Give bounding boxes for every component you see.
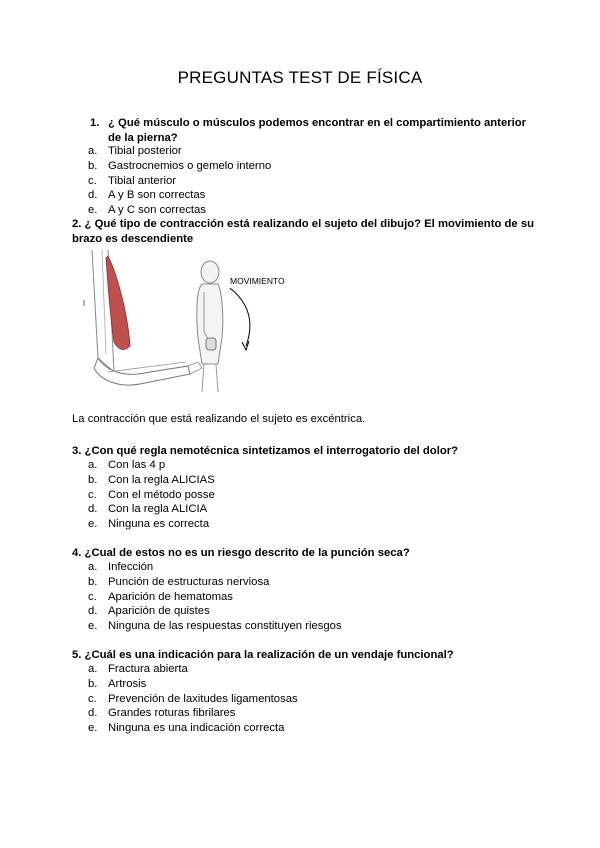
movement-label: MOVIMIENTO [230,276,285,286]
question-2-text [72,217,534,247]
question-2-answer: La contracción que está realizando el sujeto es excéntrica. [72,413,366,425]
option: c. Aparición de hematomas [88,590,233,603]
arm-anatomy-illustration [84,250,202,385]
option: c. Prevención de laxitudes ligamentosas [88,692,298,705]
option: d. A y B son correctas [88,189,206,202]
option: d. Grandes roturas fibrilares [88,707,236,720]
person-with-dumbbell-illustration [197,261,223,392]
question-4-text: 4. ¿Cual de estos no es un riesgo descrito de la punción seca? [72,547,410,559]
option: d. Aparición de quistes [88,605,210,618]
option: a. Tibial posterior [88,145,182,157]
option: a. Infección [88,561,154,573]
option: b. Con la regla ALICIAS [88,473,215,486]
option: d. Con la regla ALICIA [88,503,208,516]
question-1-line2: de la pierna? [108,132,178,144]
option: c. Tibial anterior [88,174,177,187]
question-2-line1: 2. ¿ Qué tipo de contracción está realizando el sujeto del dibujo? El movimiento de su [72,218,534,230]
option: b. Gastrocnemios o gemelo interno [88,159,272,172]
option: c. Con el método posse [88,488,215,501]
question-5-options [88,662,298,736]
option: b. Artrosis [88,677,147,690]
option: b. Punción de estructuras nerviosa [88,575,270,588]
question-1-text [108,116,526,146]
option: e. Ninguna de las respuestas constituyen riesgos [88,620,342,633]
question-1-number: 1. [90,117,100,129]
option: a. Fractura abierta [88,663,188,675]
question-3-options [88,458,215,532]
question-4-options [88,560,342,634]
downward-arrow-icon [230,288,250,346]
page-title: PREGUNTAS TEST DE FÍSICA [177,68,423,87]
question-5-text: 5. ¿Cuál es una indicación para la realización de un vendaje funcional? [72,649,454,661]
option: a. Con las 4 p [88,459,166,471]
option: e. Ninguna es una indicación correcta [88,722,285,735]
question-1-line1: ¿ Qué músculo o músculos podemos encontrar en el compartimiento anterior [108,117,527,129]
question-3-text: 3. ¿Con qué regla nemotécnica sintetizamos el interrogatorio del dolor? [72,445,459,457]
option: e. Ninguna es correcta [88,518,210,531]
option: e. A y C son correctas [88,204,206,217]
contraction-figure [78,246,308,394]
question-2-line2: brazo es descendiente [72,233,194,245]
question-1-options [88,144,271,218]
